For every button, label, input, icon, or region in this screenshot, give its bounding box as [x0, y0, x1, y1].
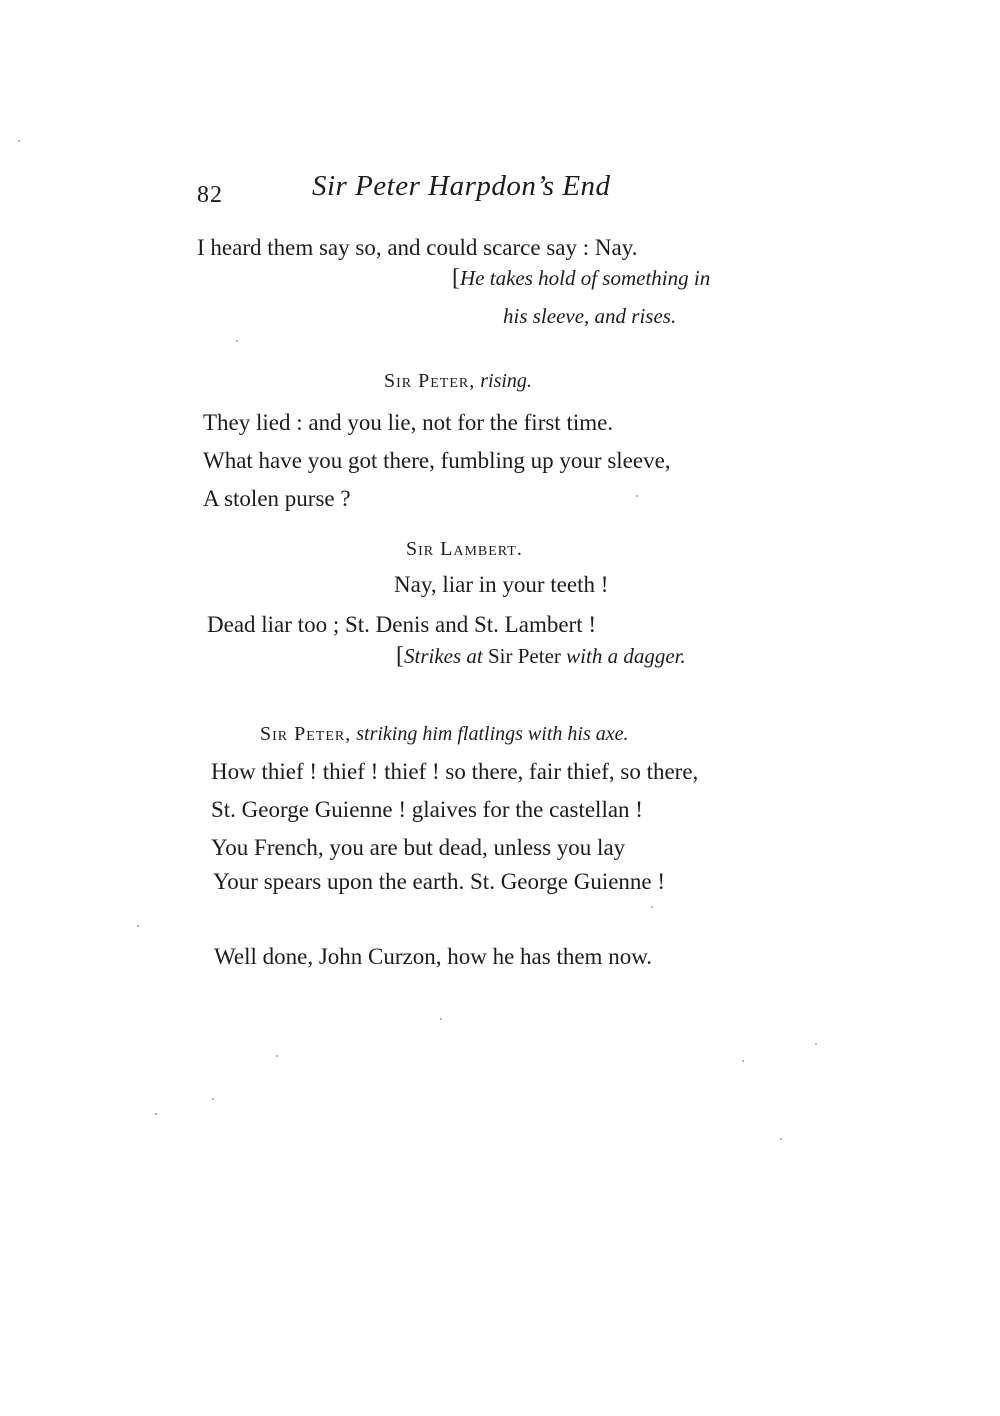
verse-line: A stolen purse ? — [203, 486, 351, 511]
verse-line: Nay, liar in your teeth ! — [394, 572, 609, 597]
scan-speck — [780, 1138, 782, 1140]
stage-direction-line: He takes hold of something in — [460, 266, 711, 290]
verse-line: Dead liar too ; St. Denis and St. Lambert ! — [207, 612, 597, 637]
verse-line: St. George Guienne ! glaives for the castellan ! — [211, 797, 643, 822]
stage-direction-part: with a dagger. — [566, 644, 686, 668]
verse-line: How thief ! thief ! thief ! so there, fair thief, so there, — [211, 759, 699, 784]
scan-speck — [212, 1098, 214, 1100]
scan-speck — [18, 140, 20, 142]
verse-line: You French, you are but dead, unless you lay — [211, 835, 626, 860]
page-number: 82 — [197, 182, 223, 208]
verse-line: What have you got there, fumbling up your sleeve, — [203, 448, 671, 473]
stage-bracket: [ — [396, 643, 404, 669]
speaker-heading — [260, 721, 628, 747]
scan-speck — [276, 1055, 278, 1057]
scan-speck — [236, 340, 238, 342]
verse-line: I heard them say so, and could scarce say : Nay. — [197, 235, 638, 260]
running-title: Sir Peter Harpdon’s End — [312, 170, 611, 202]
verse-line: They lied : and you lie, not for the first time. — [203, 410, 614, 435]
stage-bracket: [ — [452, 265, 460, 291]
scan-speck — [742, 1060, 744, 1062]
speaker-name: Sir Lambert. — [406, 538, 523, 560]
stage-direction — [396, 643, 686, 669]
scan-speck — [155, 1113, 157, 1115]
speaker-direction: striking him flatlings with his axe. — [356, 723, 629, 745]
verse-line: Your spears upon the earth. St. George Guienne ! — [213, 869, 666, 894]
speaker-heading — [384, 368, 532, 394]
stage-direction-line: his sleeve, and rises. — [503, 304, 677, 328]
scan-speck — [651, 906, 653, 908]
scan-speck — [137, 925, 139, 927]
scan-speck — [440, 1018, 442, 1020]
speaker-heading — [406, 536, 523, 562]
scan-speck — [636, 495, 638, 497]
stage-direction-name: Sir Peter — [488, 644, 561, 668]
stage-direction — [452, 265, 710, 291]
speaker-name: Sir Peter, — [260, 723, 352, 745]
scan-speck — [815, 1043, 817, 1045]
speaker-direction: rising. — [480, 370, 532, 392]
stage-direction-part: Strikes at — [404, 644, 483, 668]
verse-line: Well done, John Curzon, how he has them now. — [214, 944, 653, 969]
speaker-name: Sir Peter, — [384, 370, 476, 392]
